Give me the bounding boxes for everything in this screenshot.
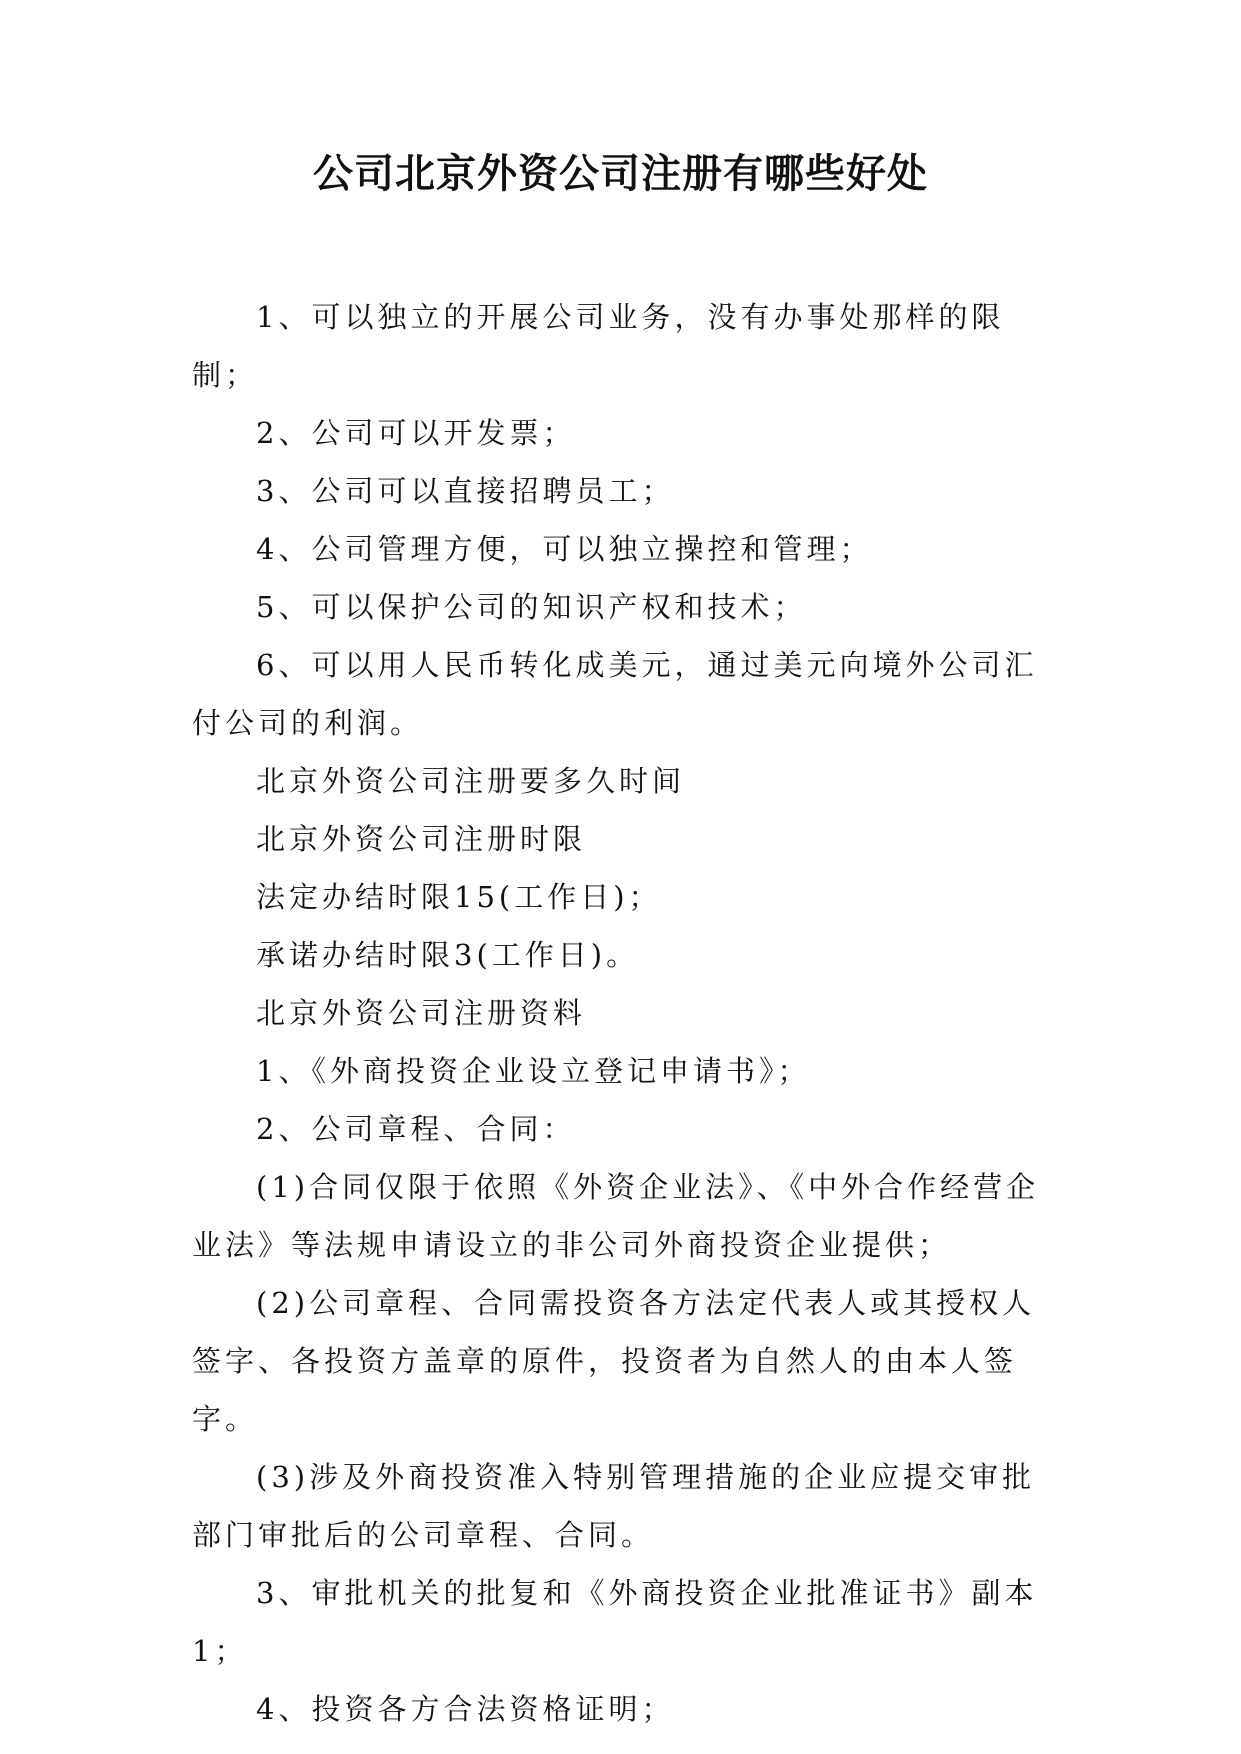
paragraph: 1、《外商投资企业设立登记申请书》； <box>256 1054 811 1088</box>
paragraph: 承诺办结时限3(工作日)。 <box>256 938 640 972</box>
paragraph: (3)涉及外商投资准入特别管理措施的企业应提交审批部门审批后的公司章程、合同。 <box>192 1460 1036 1552</box>
paragraph: 3、公司可以直接招聘员工； <box>256 474 675 508</box>
paragraph: 4、投资各方合法资格证明； <box>256 1692 675 1726</box>
paragraph: 5、可以保护公司的知识产权和技术； <box>256 590 807 624</box>
paragraph: 北京外资公司注册时限 <box>256 822 587 856</box>
paragraph: 2、公司章程、合同： <box>256 1112 576 1146</box>
document-title: 公司北京外资公司注册有哪些好处 <box>313 151 928 197</box>
paragraph: 北京外资公司注册要多久时间 <box>256 764 686 798</box>
paragraph: 4、公司管理方便，可以独立操控和管理； <box>256 532 873 566</box>
paragraph: 6、可以用人民币转化成美元，通过美元向境外公司汇付公司的利润。 <box>192 648 1038 740</box>
paragraph: 1、可以独立的开展公司业务，没有办事处那样的限制； <box>192 300 1005 392</box>
paragraph: 3、审批机关的批复和《外商投资企业批准证书》副本1； <box>192 1576 1038 1668</box>
paragraph: 2、公司可以开发票； <box>256 416 576 450</box>
paragraph: 法定办结时限15(工作日)； <box>256 880 662 914</box>
paragraph: 北京外资公司注册资料 <box>256 996 587 1030</box>
paragraph: (2)公司章程、合同需投资各方法定代表人或其授权人签字、各投资方盖章的原件，投资者为自然人的由本人签字。 <box>192 1286 1036 1436</box>
paragraph: (1)合同仅限于依照《外资企业法》、《中外合作经营企业法》等法规申请设立的非公司外商投资企业提供； <box>192 1170 1040 1262</box>
document-body <box>192 288 1052 1738</box>
